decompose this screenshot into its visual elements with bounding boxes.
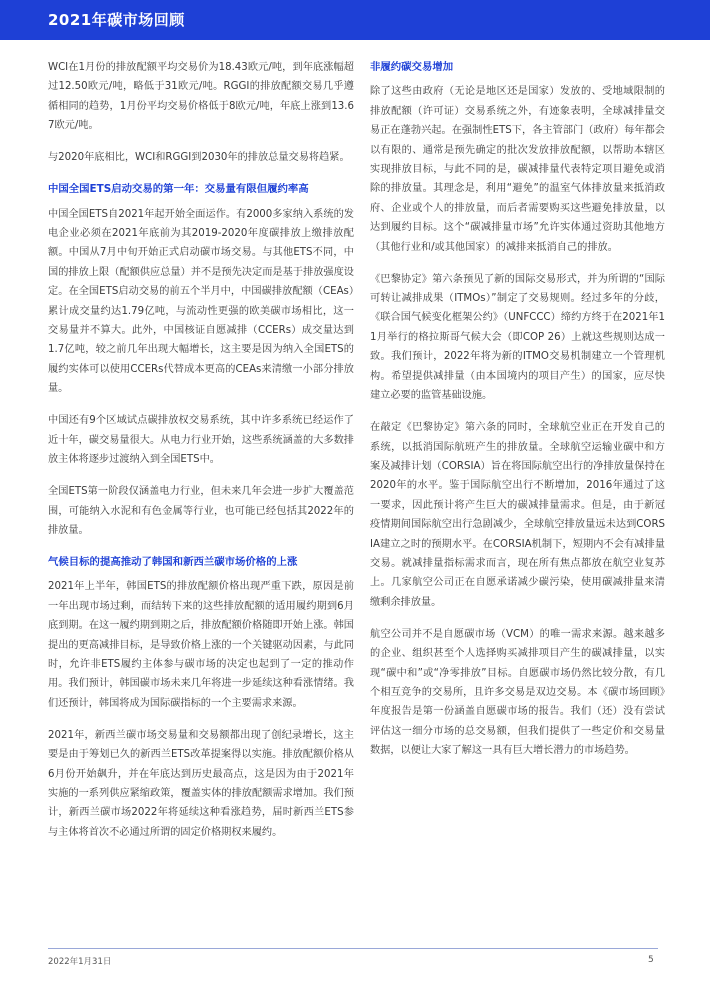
footer-divider xyxy=(48,948,658,949)
right-column xyxy=(370,58,665,773)
paragraph: 与2020年底相比，WCI和RGGI到2030年的排放总量交易将趋紧。 xyxy=(48,152,350,164)
paragraph: 航空公司并不是自愿碳市场（VCM）的唯一需求来源。越来越多的企业、组织甚至个人选择购买减排项目产生的碳减排量，以实现“碳中和”或“净零排放”目标。自愿碳市场仍然比较分散，有几个相互竞争的交易所，且许多交易是双边交易。本《碳市场回顾》年度报告是第一份涵盖自愿碳市场的报告。我们（还）没有尝试评估这一细分市场的总交易额，但我们提供了一些定价和交易量数据，以便让大家了解这一具有巨大增长潜力的市场趋势。 xyxy=(370,628,665,757)
section-heading: 非履约碳交易增加 xyxy=(370,61,454,73)
paragraph: 2021年上半年，韩国ETS的排放配额价格出现严重下跌，原因是前一年出现市场过剩，而结转下来的这些排放配额的适用履约期到6月底到期。在这一履约期到期之后，排放配额价格随即开始上涨。韩国提出的更高减排目标，是导致价格上涨的一个关键驱动因素，与此同时，允许非ETS履约主体参与碳市场的决定也起到了一定的推动作用。我们预计，韩国碳市场未来几年将进一步延续这种看涨情绪。我们还预计，韩国将成为国际碳指标的一个主要需求来源。 xyxy=(48,581,354,709)
paragraph: WCI在1月份的排放配额平均交易价为18.43欧元/吨，到年底涨幅超过12.50欧元/吨，略低于31欧元/吨。RGGI的排放配额交易几乎遵循相同的趋势，1月份平均交易价格低于8欧元/吨，年底上涨到13.67欧元/吨。 xyxy=(48,62,354,132)
page-title: 2021年碳市场回顾 xyxy=(48,11,185,29)
page-number: 5 xyxy=(648,955,654,965)
footer-date: 2022年1月31日 xyxy=(48,957,112,967)
paragraph: 在敲定《巴黎协定》第六条的同时，全球航空业正在开发自己的系统，以抵消国际航班产生的排放量。全球航空运输业碳中和方案及减排计划（CORSIA）旨在将国际航空出行的净排放量保持在2020年的水平。鉴于国际航空出行不断增加，2016年通过了这一要求，因此预计将产生巨大的碳减排量需求。但是，由于新冠疫情期间国际航空出行急剧减少，全球航空排放量远未达到CORSIA建立之时的预期水平。在CORSIA机制下，短期内不会有减排量交易。就减排量指标需求而言，现在所有焦点都放在航空业复苏上。几家航空公司正在自愿承诺减少碳污染，使用碳减排量来清缴剩余排放量。 xyxy=(370,422,665,608)
paragraph: 中国还有9个区域试点碳排放权交易系统，其中许多系统已经运作了近十年，碳交易量很大。从电力行业开始，这些系统涵盖的大多数排放主体将逐步过渡纳入到全国ETS中。 xyxy=(48,415,354,466)
paragraph: 全国ETS第一阶段仅涵盖电力行业，但未来几年会进一步扩大覆盖范围，可能纳入水泥和有色金属等行业，也可能已经包括其2022年的排放量。 xyxy=(48,486,354,536)
paragraph: 2021年，新西兰碳市场交易量和交易额都出现了创纪录增长，这主要是由于筹划已久的新西兰ETS改革提案得以实施。排放配额价格从6月份开始飙升，并在年底达到历史最高点，这是因为由于2021年实施的一系列供应紧缩政策，覆盖实体的排放配额需求增加。我们预计，新西兰碳市场2022年将延续这种看涨趋势，届时新西兰ETS参与主体将首次不必通过所谓的固定价格期权来履约。 xyxy=(48,729,354,838)
section-heading: 中国全国ETS启动交易的第一年：交易量有限但履约率高 xyxy=(48,183,309,196)
section-heading: 气候目标的提高推动了韩国和新西兰碳市场价格的上涨 xyxy=(48,555,298,568)
paragraph: 中国全国ETS自2021年起开始全面运作。有2000多家纳入系统的发电企业必须在2021年底前为其2019-2020年度碳排放上缴排放配额。中国从7月中旬开始正式启动碳市场交易。与其他ETS不同，中国的排放上限（配额供应总量）并不是预先决定而是基于排放强度设定。在全国ETS启动交易的前五个半月中，中国碳排放配额（CEAs）累计成交量约达1.79亿吨，与流动性更强的欧美碳市场相比，这一交易量并不算大。此外，中国核证自愿减排（CCERs）成交量达到1.7亿吨，较之前几年出现大幅增长，这主要是因为纳入全国ETS的履约实体可以使用CCERs代替成本更高的CEAs来清缴一小部分排放量。 xyxy=(48,208,354,395)
paragraph: 《巴黎协定》第六条预见了新的国际交易形式，并为所谓的“国际可转让减排成果（ITMOs）”制定了交易规则。经过多年的分歧，《联合国气候变化框架公约》（UNFCCC）缔约方终于在2021年11月举行的格拉斯哥气候大会（即COP 26）上就这些规则达成一致。我们预计，2022年将为新的ITMO交易机制建立一个管理机构。希望提供减排量（由本国境内的项目产生）的国家，应尽快建立必要的监管基础设施。 xyxy=(370,273,665,402)
left-column xyxy=(48,58,354,855)
header-bar xyxy=(0,0,710,40)
paragraph: 除了这些由政府（无论是地区还是国家）发放的、受地域限制的排放配额（许可证）交易系统之外，有迹象表明，全球减排量交易正在蓬勃兴起。在强制性ETS下，各主管部门（政府）每年都会以有限的、通常是预先确定的批次发放排放配额，以帮助本辖区实现排放目标，与此不同的是，碳减排量代表特定项目避免或消除的排放量。其理念是，利用“避免”的温室气体排放量来抵消政府、企业或个人的排放量，而后者需要购买这些避免排放量，以达到履约目标。这个“碳减排量市场”允许实体通过资助其他地方（其他行业和/或其他国家）的减排来抵消自己的排放。 xyxy=(370,86,665,253)
